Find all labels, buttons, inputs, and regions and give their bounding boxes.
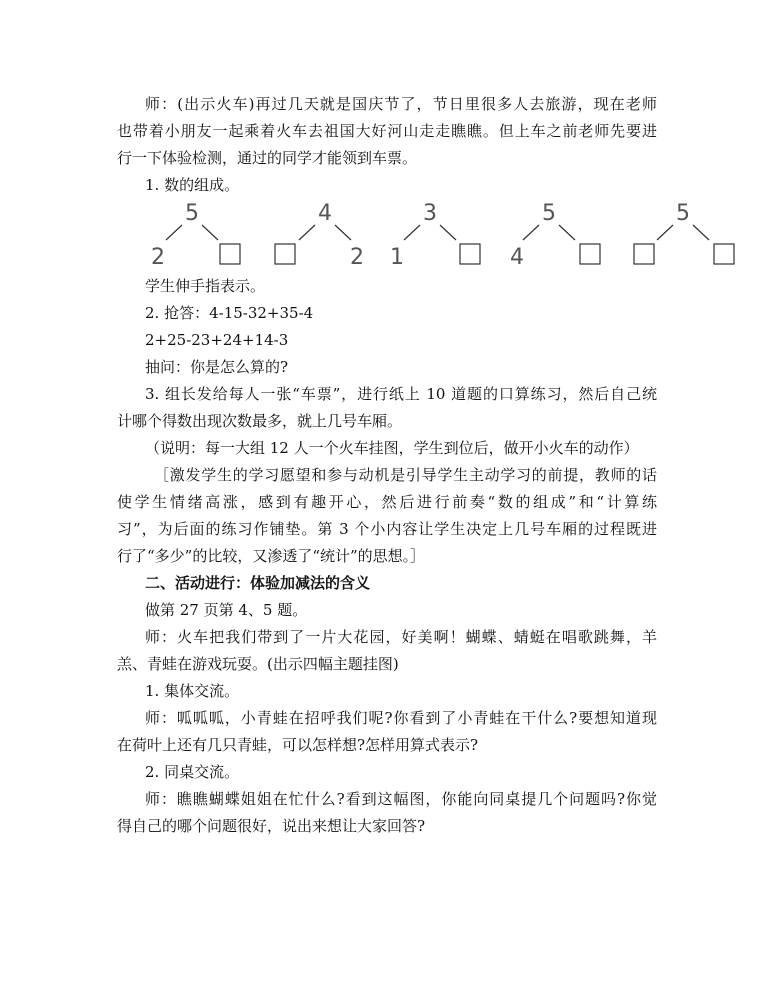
paragraph-line: 在荷叶上还有几只青蛙，可以怎样想?怎样用算式表示? xyxy=(117,736,479,754)
paragraph-line: 师：火车把我们带到了一片大花园，好美啊！蝴蝶、蜻蜓在唱歌跳舞，羊 xyxy=(145,628,657,646)
tree-left-number: 1 xyxy=(390,245,404,270)
commentary-line: 使学生情绪高涨，感到有趣开心，然后进行前奏“数的组成”和“计算练 xyxy=(117,493,657,511)
tree-right-number: 2 xyxy=(350,245,364,270)
answer-box xyxy=(220,244,240,264)
tree-top-number: 5 xyxy=(185,201,199,226)
answer-box xyxy=(275,244,295,264)
paragraph-line: 师：(出示火车)再过几天就是国庆节了，节日里很多人去旅游，现在老师 xyxy=(145,95,657,113)
paragraph-line: 学生伸手指表示。 xyxy=(145,277,266,295)
number-composition-diagram xyxy=(140,198,770,270)
paragraph-line: 做第 27 页第 4、5 题。 xyxy=(145,601,308,619)
tree-top-number: 5 xyxy=(676,201,690,226)
number-tree xyxy=(151,201,240,270)
section-item: 1. 数的组成。 xyxy=(145,176,240,194)
number-tree xyxy=(275,201,364,270)
paragraph-line: 计哪个得数出现次数最多，就上几号车厢。 xyxy=(117,412,403,430)
tree-top-number: 4 xyxy=(318,201,332,226)
paragraph-line: 也带着小朋友一起乘着火车去祖国大好河山走走瞧瞧。但上车之前老师先要进 xyxy=(117,122,657,140)
section-item: 2. 抢答：4-15-32+35-4 xyxy=(145,304,314,322)
paragraph-line: 行一下体验检测，通过的同学才能领到车票。 xyxy=(117,149,418,167)
answer-box xyxy=(460,244,480,264)
section-item: 1. 集体交流。 xyxy=(145,682,240,700)
answer-box xyxy=(580,244,600,264)
number-tree xyxy=(390,201,480,270)
tree-top-number: 5 xyxy=(542,201,556,226)
paragraph-line: 师：呱呱呱，小青蛙在招呼我们呢?你看到了小青蛙在干什么?要想知道现 xyxy=(145,709,657,727)
tree-left-number: 4 xyxy=(510,245,524,270)
commentary-line: 行了“多少”的比较，又渗透了“统计”的思想。］ xyxy=(117,547,426,565)
answer-box xyxy=(714,244,734,264)
paragraph-line: 羔、青蛙在游戏玩耍。(出示四幅主题挂图) xyxy=(117,655,399,673)
paragraph-line: 师：瞧瞧蝴蝶姐姐在忙什么?看到这幅图，你能向同桌提几个问题吗?你觉 xyxy=(145,790,657,808)
paragraph-line: 抽问：你是怎么算的? xyxy=(145,358,289,376)
number-tree xyxy=(510,201,600,270)
commentary-line: ［激发学生的学习愿望和参与动机是引导学生主动学习的前提，教师的话 xyxy=(154,466,657,484)
answer-box xyxy=(634,244,654,264)
section-item: 2. 同桌交流。 xyxy=(145,763,240,781)
tree-top-number: 3 xyxy=(423,201,437,226)
commentary-line: 习”，为后面的练习作铺垫。第 3 个小内容让学生决定上几号车厢的过程既进 xyxy=(117,520,657,538)
tree-left-number: 2 xyxy=(151,245,165,270)
section-item: 3. 组长发给每人一张“车票”，进行纸上 10 道题的口算练习，然后自己统 xyxy=(145,385,657,403)
section-heading: 二、活动进行：体验加减法的含义 xyxy=(145,574,371,592)
note-line: （说明：每一大组 12 人一个火车挂图，学生到位后，做开小火车的动作） xyxy=(145,439,639,457)
paragraph-line: 得自己的哪个问题很好，说出来想让大家回答? xyxy=(117,817,426,835)
paragraph-line: 2+25-23+24+14-3 xyxy=(145,331,289,349)
number-tree xyxy=(634,201,734,264)
